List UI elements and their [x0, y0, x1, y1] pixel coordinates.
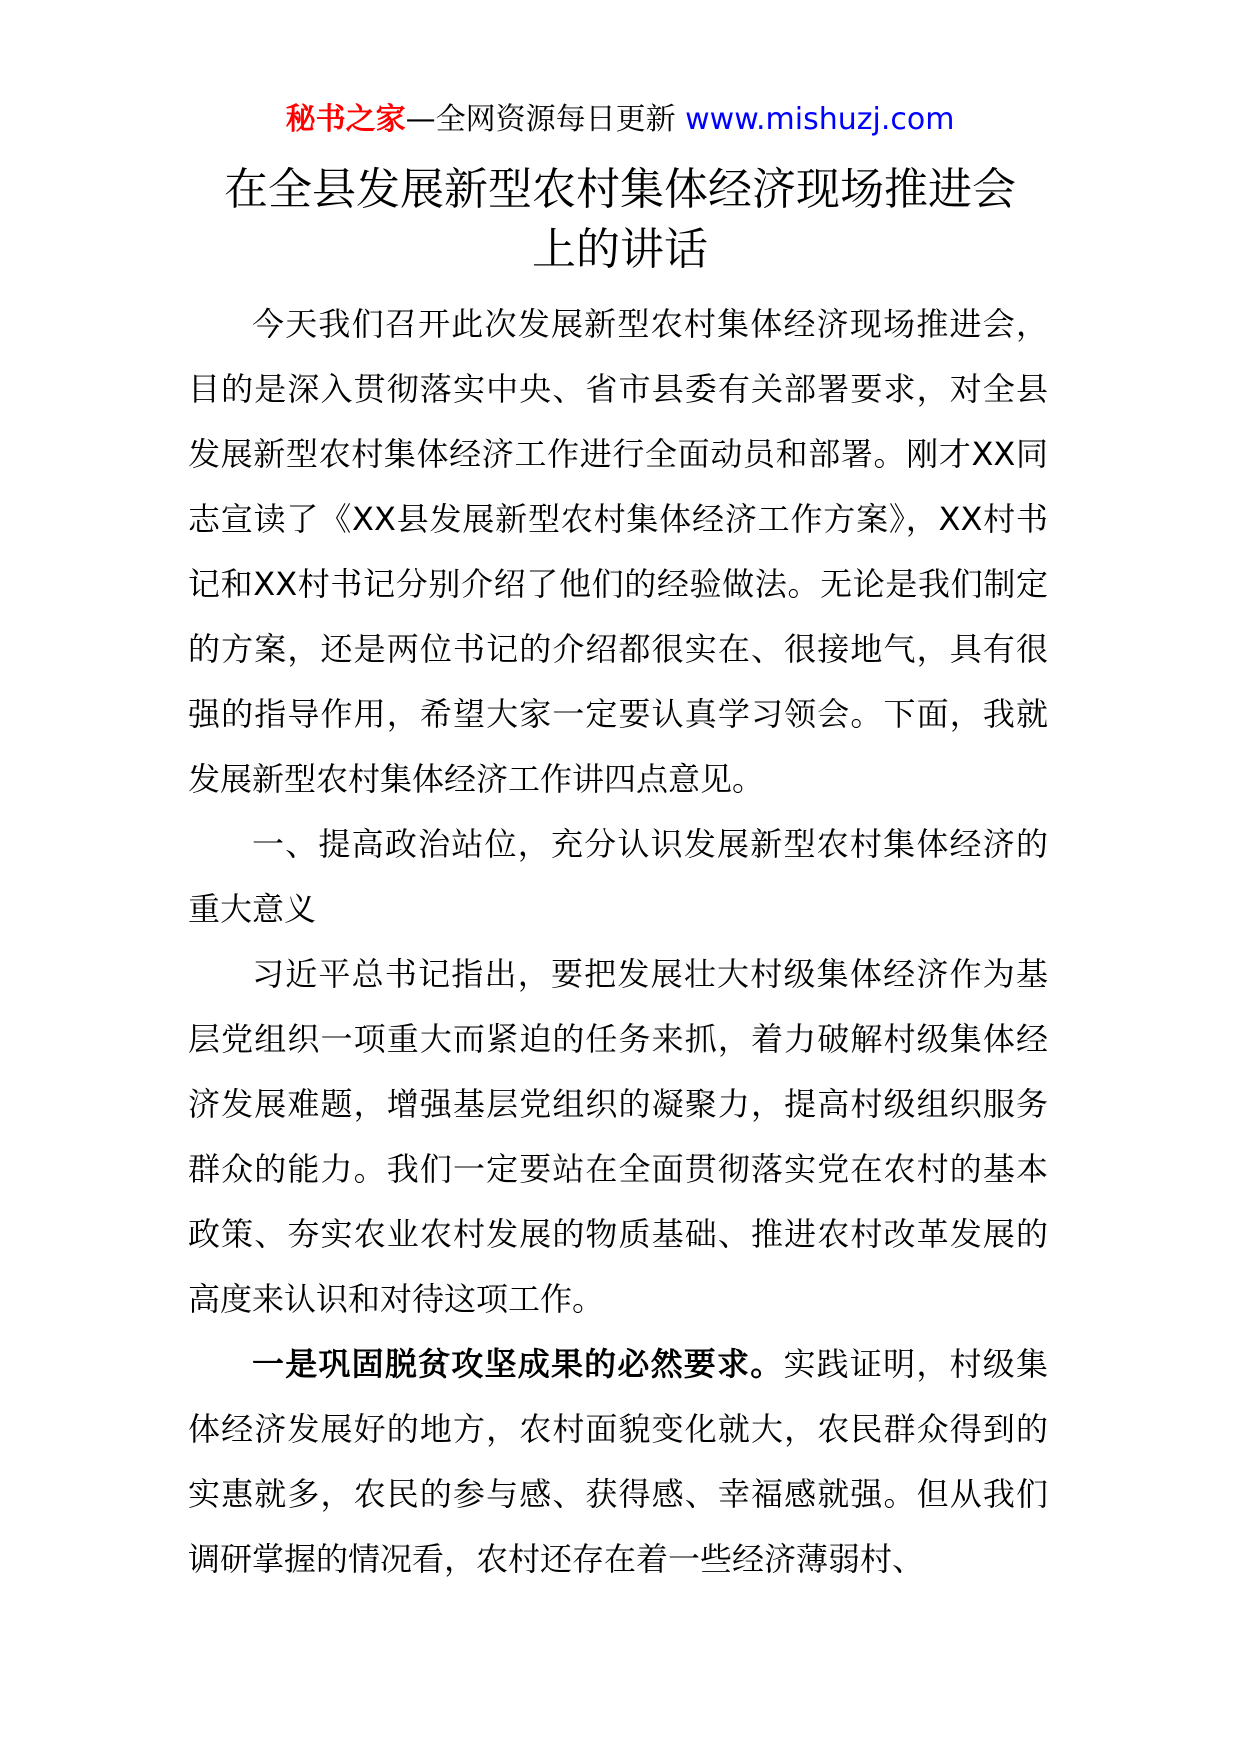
- opening-paragraph: 今天我们召开此次发展新型农村集体经济现场推进会，目的是深入贯彻落实中央、省市县委有关部署要求，对全县发展新型农村集体经济工作进行全面动员和部署。刚才XX同志宣读了《XX县发展新型农村集体经济工作方案》，XX村书记和XX村书记分别介绍了他们的经验做法。无论是我们制定的方案，还是两位书记的介绍都很实在、很接地气，具有很强的指导作用，希望大家一定要认真学习领会。下面，我就发展新型农村集体经济工作讲四点意见。: [188, 305, 1048, 798]
- section-1-paragraph: 习近平总书记指出，要把发展壮大村级集体经济作为基层党组织一项重大而紧迫的任务来抓，着力破解村级集体经济发展难题，增强基层党组织的凝聚力，提高村级组织服务群众的能力。我们一定要站在全面贯彻落实党在农村的基本政策、夯实农业农村发展的物质基础、推进农村改革发展的高度来认识和对待这项工作。: [188, 955, 1048, 1318]
- point-1-paragraph: [188, 1332, 1048, 1592]
- site-header: [0, 98, 1240, 142]
- point-1-text: 实践证明，村级集体经济发展好的地方，农村面貌变化就大，农民群众得到的实惠就多，农民的参与感、获得感、幸福感就强。但从我们调研掌握的情况看，农村还存在着一些经济薄弱村、: [188, 1345, 1048, 1578]
- site-url-link[interactable]: www.mishuzj.com: [685, 102, 955, 137]
- document-body: [188, 292, 1048, 1592]
- document-title-line-2: 上的讲话: [532, 224, 708, 275]
- section-heading-1: 一、提高政治站位，充分认识发展新型农村集体经济的重大意义: [188, 825, 1048, 928]
- brand-name: 秘书之家: [285, 102, 406, 137]
- document-title: [140, 160, 1100, 280]
- document-title-line-1: 在全县发展新型农村集体经济现场推进会: [224, 164, 1016, 215]
- header-tagline: —全网资源每日更新: [405, 102, 676, 137]
- point-1-lead: 一是巩固脱贫攻坚成果的必然要求。: [252, 1345, 784, 1383]
